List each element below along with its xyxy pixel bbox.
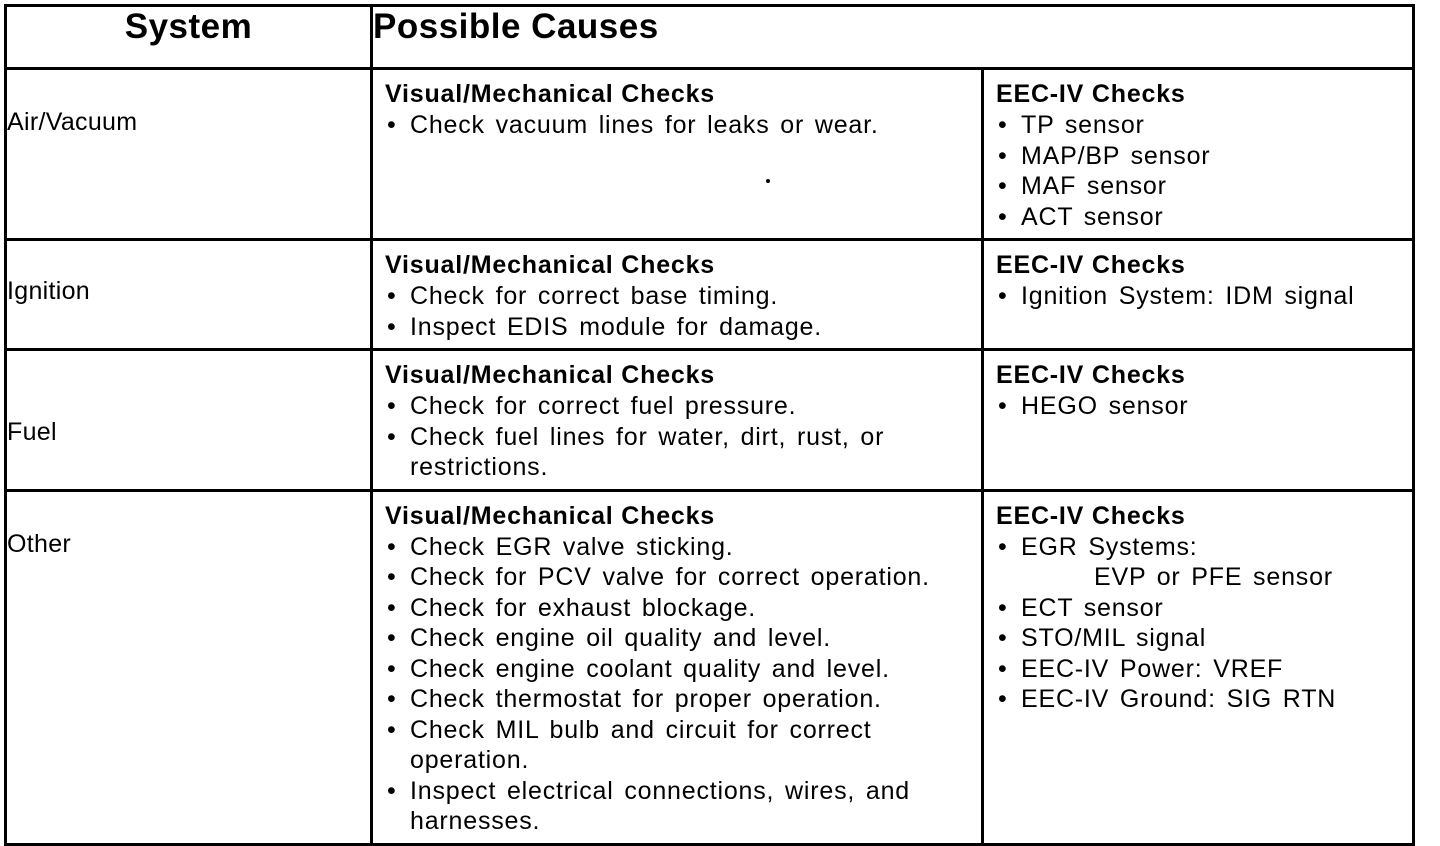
list-item [996,532,1402,593]
bullet-icon: • [387,654,397,683]
list-item [385,593,971,624]
bullet-icon: • [998,172,1008,200]
table-row-fuel [6,350,1414,491]
header-system: System [6,6,372,69]
list-item [996,593,1402,624]
check-text: Check fuel lines for water, dirt, rust, or restrictions. [410,422,885,481]
visual-checks-heading: Visual/Mechanical Checks [385,361,716,389]
list-item [385,654,971,685]
visual-checks-list [385,532,971,837]
system-label: Other [7,529,72,558]
check-text: Check for correct fuel pressure. [410,392,797,420]
list-item [385,562,971,593]
system-label: Air/Vacuum [7,108,138,136]
check-text: Check for correct base timing. [410,282,779,310]
check-text: HEGO sensor [1021,392,1189,420]
check-text: MAP/BP sensor [1021,141,1211,170]
bullet-icon: • [998,532,1008,561]
check-text: Inspect electrical connections, wires, and harnesses. [410,776,910,835]
bullet-icon: • [387,422,397,451]
check-text: Check vacuum lines for leaks or wear. [410,111,879,139]
list-item [385,281,971,312]
eec-checks-list [996,391,1402,422]
eec-checks-list [996,110,1402,232]
eec-checks-list [996,281,1402,312]
visual-checks-list [385,110,971,141]
bullet-icon: • [387,624,397,652]
list-item [385,312,971,343]
check-text: Check EGR valve sticking. [410,532,734,561]
bullet-icon: • [387,593,397,622]
bullet-icon: • [998,111,1008,139]
list-item [996,171,1402,202]
check-text: EGR Systems: [1021,532,1198,561]
check-text: ACT sensor [1021,202,1164,231]
system-label: Fuel [7,418,57,446]
check-text: Inspect EDIS module for damage. [410,312,822,341]
visual-checks-list [385,391,971,483]
list-item [385,110,971,141]
check-text: MAF sensor [1021,172,1167,200]
check-text: ECT sensor [1021,593,1164,622]
scan-speck [766,179,770,183]
bullet-icon: • [998,624,1008,652]
bullet-icon: • [387,532,397,561]
check-text: Check engine oil quality and level. [410,624,832,652]
bullet-icon: • [387,111,397,139]
bullet-icon: • [387,715,397,744]
system-label: Ignition [7,277,91,305]
list-item [385,776,971,837]
list-item [385,391,971,422]
bullet-icon: • [998,282,1008,310]
list-item [385,684,971,715]
bullet-icon: • [387,282,397,310]
visual-checks-heading: Visual/Mechanical Checks [385,80,716,108]
bullet-icon: • [998,141,1008,170]
check-text: Check for PCV valve for correct operation. [410,563,930,591]
header-possible-causes: Possible Causes [372,6,1414,69]
check-text: Check thermostat for proper operation. [410,685,882,713]
check-text: EEC-IV Ground: SIG RTN [1021,685,1337,713]
check-subtext: EVP or PFE sensor [1094,563,1333,591]
bullet-icon: • [998,202,1008,231]
check-text: STO/MIL signal [1021,624,1207,652]
eec-iv-cell [983,240,1414,350]
list-item [385,422,971,483]
list-item [996,391,1402,422]
bullet-icon: • [387,392,397,420]
eec-iv-cell [983,490,1414,844]
diagnostic-table-container [4,4,1412,835]
check-text: Check MIL bulb and circuit for correct operation. [410,715,872,774]
list-item [385,623,971,654]
eec-iv-cell [983,350,1414,491]
bullet-icon: • [387,312,397,341]
eec-checks-heading: EEC-IV Checks [996,80,1186,108]
system-cell [6,69,372,240]
bullet-icon: • [998,593,1008,622]
bullet-icon: • [387,563,397,591]
bullet-icon: • [387,685,397,713]
bullet-icon: • [998,392,1008,420]
bullet-icon: • [387,776,397,805]
table-row-ignition [6,240,1414,350]
check-text: TP sensor [1021,111,1145,139]
visual-mechanical-cell [372,490,983,844]
visual-mechanical-cell [372,69,983,240]
check-text: Check for exhaust blockage. [410,593,757,622]
bullet-icon: • [998,654,1008,683]
list-item [996,281,1402,312]
list-item [385,715,971,776]
table-row-air-vacuum [6,69,1414,240]
list-item [996,202,1402,233]
eec-iv-cell [983,69,1414,240]
visual-checks-heading: Visual/Mechanical Checks [385,501,716,530]
list-item [996,110,1402,141]
eec-checks-list [996,532,1402,715]
eec-checks-heading: EEC-IV Checks [996,361,1186,389]
visual-mechanical-cell [372,350,983,491]
visual-mechanical-cell [372,240,983,350]
eec-checks-heading: EEC-IV Checks [996,251,1186,279]
table-header-row [6,6,1414,69]
system-cell [6,350,372,491]
system-cell [6,490,372,844]
check-text: Ignition System: IDM signal [1021,282,1355,310]
check-text: EEC-IV Power: VREF [1021,654,1284,683]
check-text: Check engine coolant quality and level. [410,654,890,683]
list-item [385,532,971,563]
possible-causes-table [4,4,1415,846]
list-item [996,654,1402,685]
system-cell [6,240,372,350]
list-item [996,684,1402,715]
bullet-icon: • [998,685,1008,713]
list-item [996,141,1402,172]
eec-checks-heading: EEC-IV Checks [996,501,1186,530]
table-row-other [6,490,1414,844]
visual-checks-heading: Visual/Mechanical Checks [385,251,716,279]
visual-checks-list [385,281,971,342]
list-item [996,623,1402,654]
